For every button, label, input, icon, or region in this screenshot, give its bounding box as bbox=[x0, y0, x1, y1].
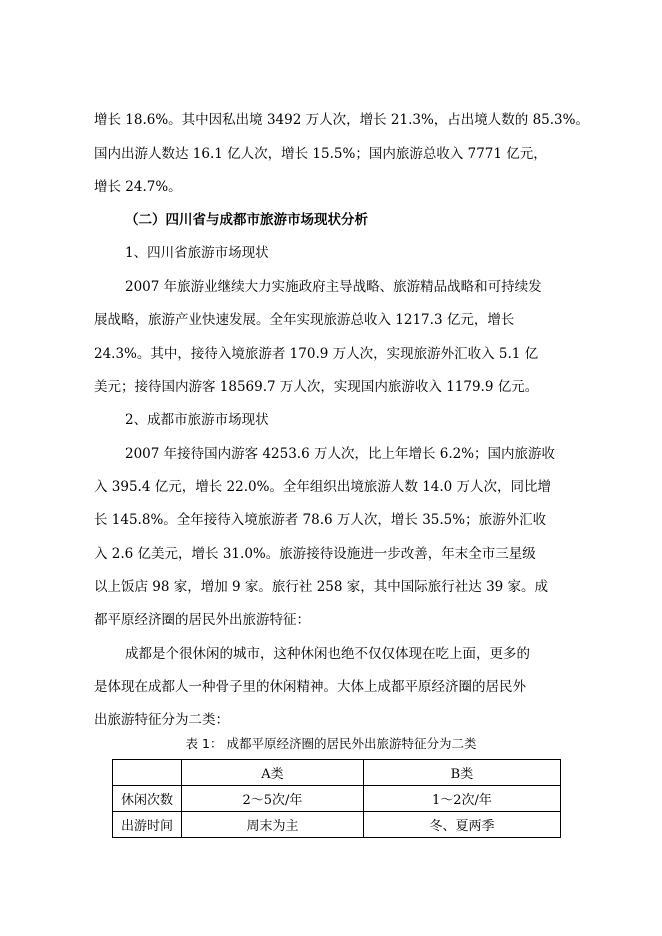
paragraph-line: 出旅游特征分为二类： bbox=[94, 712, 229, 728]
subsection-heading: 2、成都市旅游市场现状 bbox=[125, 412, 269, 428]
paragraph-line: 2007 年旅游业继续大力实施政府主导战略、旅游精品战略和可持续发 bbox=[125, 279, 542, 295]
paragraph-line: 美元；接待国内游客 18569.7 万人次，实现国内旅游收入 1179.9 亿元。 bbox=[94, 379, 539, 395]
table-header-row bbox=[113, 760, 561, 786]
subsection-heading: 1、四川省旅游市场现状 bbox=[125, 245, 269, 261]
paragraph-line: 都平原经济圈的居民外出旅游特征： bbox=[94, 612, 310, 628]
table-cell: 休闲次数 bbox=[113, 786, 182, 812]
paragraph-line: 是体现在成都人一种骨子里的休闲精神。大体上成都平原经济圈的居民外 bbox=[94, 679, 526, 695]
paragraph-line: 展战略，旅游产业快速发展。全年实现旅游总收入 1217.3 亿元，增长 bbox=[94, 312, 515, 328]
table-caption: 表 1： 成都平原经济圈的居民外出旅游特征分为二类 bbox=[185, 736, 477, 751]
paragraph-line: 增长 24.7%。 bbox=[94, 179, 182, 195]
paragraph-line: 2007 年接待国内游客 4253.6 万人次，比上年增长 6.2%；国内旅游收 bbox=[125, 446, 556, 462]
table-row bbox=[113, 786, 561, 812]
table-header-cell bbox=[113, 760, 182, 786]
table-cell: 1～2次/年 bbox=[363, 786, 560, 812]
table-row bbox=[113, 812, 561, 838]
travel-feature-table bbox=[112, 759, 561, 838]
table-cell: 出游时间 bbox=[113, 812, 182, 838]
section-heading: （二）四川省与成都市旅游市场现状分析 bbox=[125, 212, 368, 228]
paragraph-line: 成都是个很休闲的城市，这种休闲也绝不仅仅体现在吃上面，更多的 bbox=[125, 646, 530, 662]
paragraph-line: 入 395.4 亿元，增长 22.0%。全年组织出境旅游人数 14.0 万人次，同比增 bbox=[94, 479, 552, 495]
table-header-cell: B类 bbox=[363, 760, 560, 786]
table-cell: 冬、夏两季 bbox=[363, 812, 560, 838]
paragraph-line: 长 145.8%。全年接待入境旅游者 78.6 万人次，增长 35.5%；旅游外汇收 bbox=[94, 512, 547, 528]
paragraph-line: 入 2.6 亿美元，增长 31.0%。旅游接待设施进一步改善，年末全市三星级 bbox=[94, 546, 536, 562]
table-cell: 周末为主 bbox=[182, 812, 364, 838]
paragraph-line: 以上饭店 98 家，增加 9 家。旅行社 258 家，其中国际旅行社达 39 家。成 bbox=[94, 579, 549, 595]
table-cell: 2～5次/年 bbox=[182, 786, 364, 812]
paragraph-line: 国内出游人数达 16.1 亿人次，增长 15.5%；国内旅游总收入 7771 亿元， bbox=[94, 146, 547, 162]
paragraph-line: 24.3%。其中，接待入境旅游者 170.9 万人次，实现旅游外汇收入 5.1 亿 bbox=[94, 346, 539, 362]
paragraph-line: 增长 18.6%。其中因私出境 3492 万人次，增长 21.3%，占出境人数的 85.3%。 bbox=[94, 112, 589, 128]
table-header-cell: A类 bbox=[182, 760, 364, 786]
